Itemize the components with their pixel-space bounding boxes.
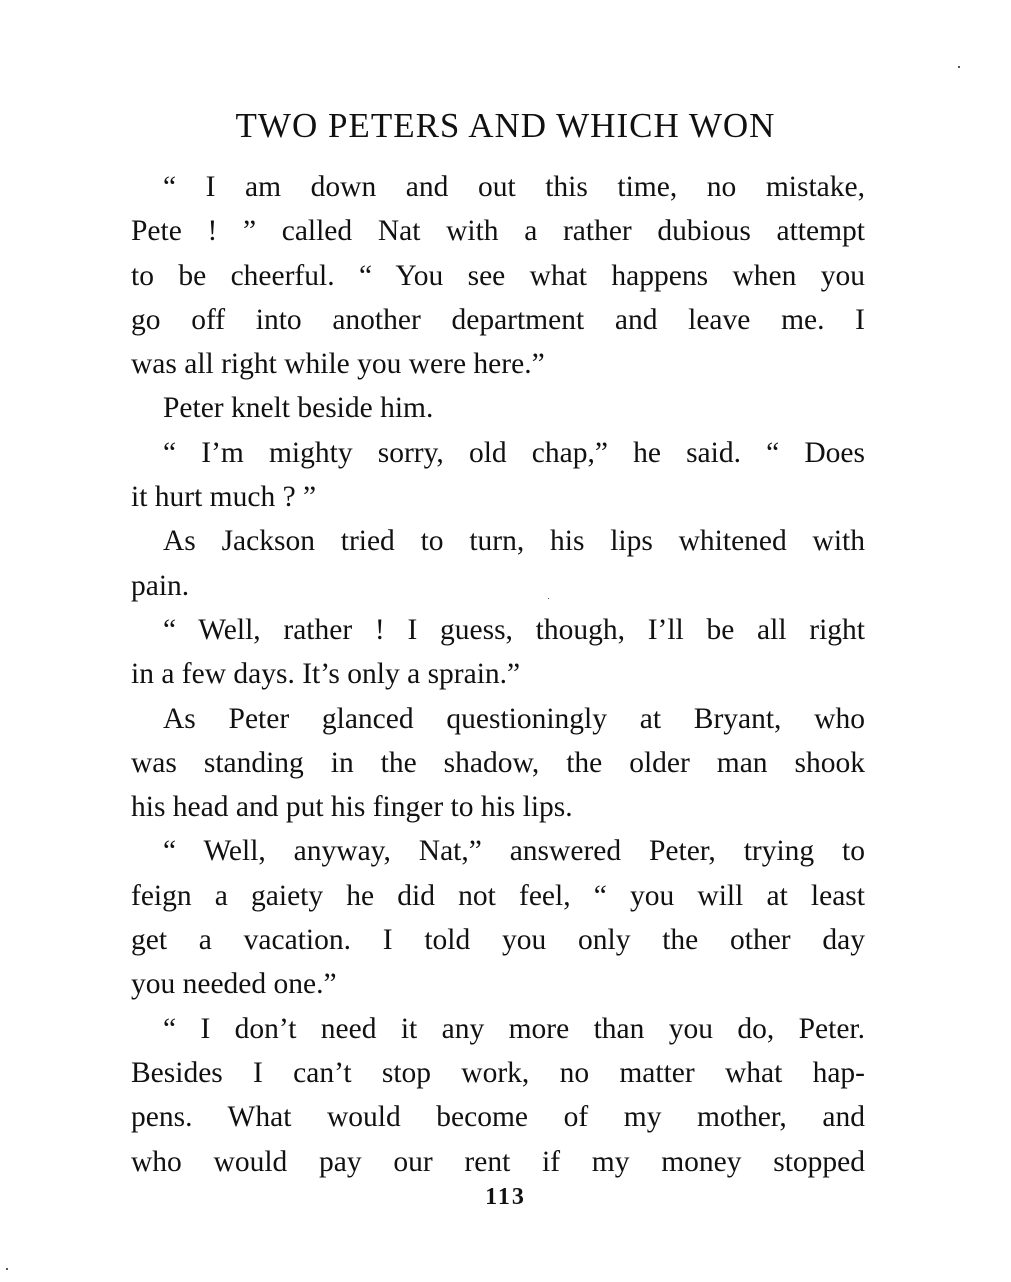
text-line: get a vacation. I told you only the other day — [131, 924, 865, 957]
scan-speck — [6, 1268, 8, 1270]
text-line: his head and put his finger to his lips. — [131, 791, 573, 824]
text-line: Besides I can’t stop work, no matter what hap- — [131, 1056, 865, 1089]
text-line: As Peter glanced questioningly at Bryant, who — [163, 702, 865, 735]
text-line: you needed one.” — [131, 968, 337, 1001]
text-line: “ I don’t need it any more than you do, Peter. — [163, 1012, 865, 1045]
text-line: pain. — [131, 569, 190, 602]
scan-speck — [548, 598, 549, 599]
text-line: “ Well, rather ! I guess, though, I’ll be all right — [163, 613, 865, 646]
text-line: go off into another department and leave me. I — [131, 303, 865, 336]
text-line: As Jackson tried to turn, his lips whitened with — [163, 525, 865, 558]
text-line: was standing in the shadow, the older man shook — [131, 746, 865, 779]
text-line: was all right while you were here.” — [131, 348, 545, 381]
body-text — [131, 165, 865, 1184]
text-line: to be cheerful. “ You see what happens when you — [131, 259, 865, 292]
text-line: it hurt much ? ” — [131, 481, 317, 514]
text-line: “ I’m mighty sorry, old chap,” he said. “ Does — [163, 436, 865, 469]
text-line: who would pay our rent if my money stopped — [131, 1145, 865, 1178]
text-line: Pete ! ” called Nat with a rather dubious attempt — [131, 215, 865, 248]
text-line: “ I am down and out this time, no mistake, — [163, 171, 865, 203]
text-line: feign a gaiety he did not feel, “ you will at least — [131, 879, 865, 912]
text-line: pens. What would become of my mother, and — [131, 1101, 865, 1134]
text-line: in a few days. It’s only a sprain.” — [131, 658, 521, 691]
text-line: “ Well, anyway, Nat,” answered Peter, trying to — [163, 835, 865, 868]
text-line: Peter knelt beside him. — [163, 392, 434, 425]
running-head: TWO PETERS AND WHICH WON — [235, 106, 776, 145]
page-number: 113 — [485, 1184, 526, 1210]
scan-speck — [958, 66, 960, 68]
